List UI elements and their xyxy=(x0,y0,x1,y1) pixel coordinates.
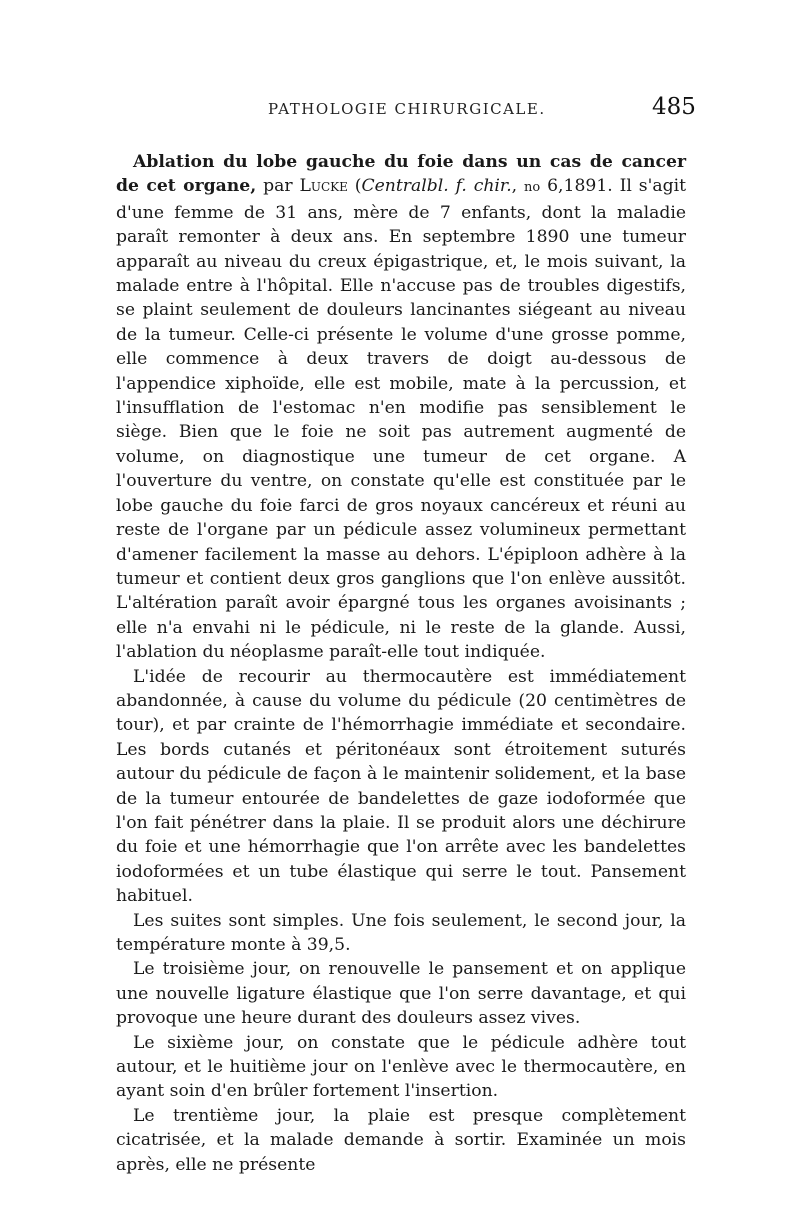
byline-par: par xyxy=(256,176,300,197)
paragraph-5: Le sixième jour, on constate que le pédicule adhère tout autour, et le huitième jour on l'enlève avec le thermocautère, en ayant soin d'en brûler fortement l'insertion. xyxy=(116,1032,686,1102)
citation-comma: , xyxy=(511,176,525,197)
citation-tail: 6,1891. xyxy=(540,176,613,197)
citation-journal: Centralbl. f. chir. xyxy=(361,176,512,197)
article-title: Ablation du lobe gauche du foie dans un cas de cancer de cet organe, xyxy=(116,152,686,197)
running-header xyxy=(0,94,800,124)
article-author: Lucke xyxy=(299,176,348,197)
paragraph-3: Les suites sont simples. Une fois seulement, le second jour, la température monte à 39,5. xyxy=(116,910,686,955)
citation-open-paren: ( xyxy=(347,176,362,197)
page-number: 485 xyxy=(652,94,696,120)
running-title: PATHOLOGIE CHIRURGICALE. xyxy=(268,100,546,118)
paragraph-6: Le trentième jour, la plaie est presque complètement cicatrisée, et la malade demande à sortir. Examinée un mois après, elle ne présente xyxy=(116,1105,686,1175)
paragraph-4: Le troisième jour, on renouvelle le pansement et on applique une nouvelle ligature élastique que l'on serre davantage, et qui provoque une heure durant des douleurs assez vives. xyxy=(116,959,686,1029)
paragraph-1 xyxy=(116,150,686,665)
paragraph-2: L'idée de recourir au thermocautère est immédiatement abandonnée, à cause du volume du pédicule (20 centimètres de tour), et par crainte de l'hémorrhagie immédiate et secondaire. Les bords cutanés et péritonéaux sont étroitement suturés autour du pédicule de façon à le maintenir solidement, et la base de la tumeur entourée de bandelettes de gaze iodoformée que l'on fait pénétrer dans la plaie. Il se produit alors une déchirure du foie et une hémorrhagie que l'on arrête avec les bandelettes iodoformées et un tube élastique qui serre le tout. Pansement habituel. xyxy=(116,666,686,907)
article-body xyxy=(116,150,686,1177)
paragraph-1-text: Il s'agit d'une femme de 31 ans, mère de 7 enfants, dont la maladie paraît remonter à deux ans. En septembre 1890 une tumeur apparaît au niveau du creux épigastrique, et, le mois suivant, la malade entre à l'hôpital. Elle n'accuse pas de troubles digestifs, se plaint seulement de douleurs lancinantes siégeant au niveau de la tumeur. Celle-ci présente le volume d'une grosse pomme, elle commence à deux travers de doigt au-dessous de l'appendice xiphoïde, elle est mobile, mate à la percussion, et l'insufflation de l'estomac n'en modifie pas sensiblement le siège. Bien que le foie ne soit pas autrement augmenté de volume, on diagnostique une tumeur de cet organe. A l'ouverture du ventre, on constate qu'elle est constituée par le lobe gauche du foie farci de gros noyaux cancéreux et réuni au reste de l'organe par un pédicule assez volumineux permettant d'amener facilement la masse au dehors. L'épiploon adhère à la tumeur et contient deux gros ganglions que l'on enlève aussitôt. L'altération paraît avoir épargné tous les organes avoisinants ; elle n'a envahi ni le pédicule, ni le reste de la glande. Aussi, l'ablation du néoplasme paraît-elle tout indiquée. xyxy=(116,176,686,663)
citation-number-mark: no xyxy=(524,180,541,196)
